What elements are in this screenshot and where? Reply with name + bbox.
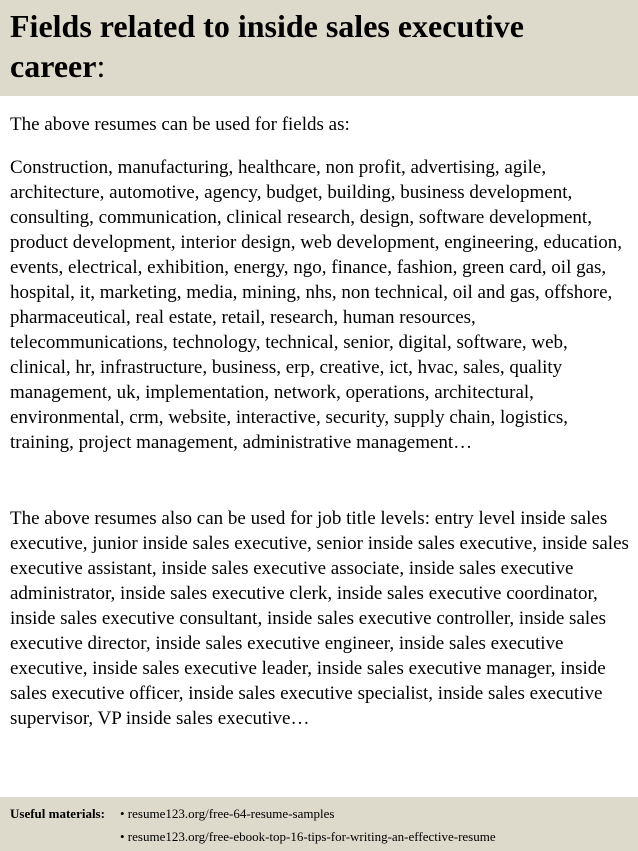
intro-text: The above resumes can be used for fields as: — [10, 114, 350, 135]
page-title — [10, 6, 620, 86]
ebook-tips-link[interactable]: • resume123.org/free-ebook-top-16-tips-for-writing-an-effective-resume — [120, 829, 496, 844]
title-band — [0, 0, 638, 96]
job-levels-paragraph: The above resumes also can be used for job title levels: entry level inside sales executive, junior inside sales executive, senior inside sales executive, inside sales executive assistant, inside sales executive associate, inside sales executive administrator, inside sales executive clerk, inside sales executive coordinator, inside sales executive consultant, inside sales executive controller, inside sales executive director, inside sales executive engineer, inside sales executive executive, inside sales executive leader, inside sales executive manager, inside sales executive officer, inside sales executive specialist, inside sales executive supervisor, VP inside sales executive… — [10, 508, 629, 729]
resume-samples-link[interactable]: • resume123.org/free-64-resume-samples — [120, 806, 335, 821]
fields-paragraph: Construction, manufacturing, healthcare, non profit, advertising, agile, architecture, automotive, agency, budget, building, business development, consulting, communication, clinical research, design, software development, product development, interior design, web development, engineering, education, events, electrical, exhibition, energy, ngo, finance, fashion, green card, oil gas, hospital, it, marketing, media, mining, nhs, non technical, oil and gas, offshore, pharmaceutical, real estate, retail, research, human resources, telecommunications, technology, technical, senior, digital, software, web, clinical, hr, infrastructure, business, erp, creative, ict, hvac, sales, quality management, uk, implementation, network, operations, architectural, environmental, crm, website, interactive, security, supply chain, logistics, training, project management, administrative management… — [10, 157, 623, 453]
page-title-colon: : — [96, 48, 106, 84]
useful-materials-label: Useful materials: — [10, 806, 105, 821]
page-title-text: Fields related to inside sales executive career — [10, 8, 524, 84]
useful-materials-footer — [0, 797, 638, 851]
